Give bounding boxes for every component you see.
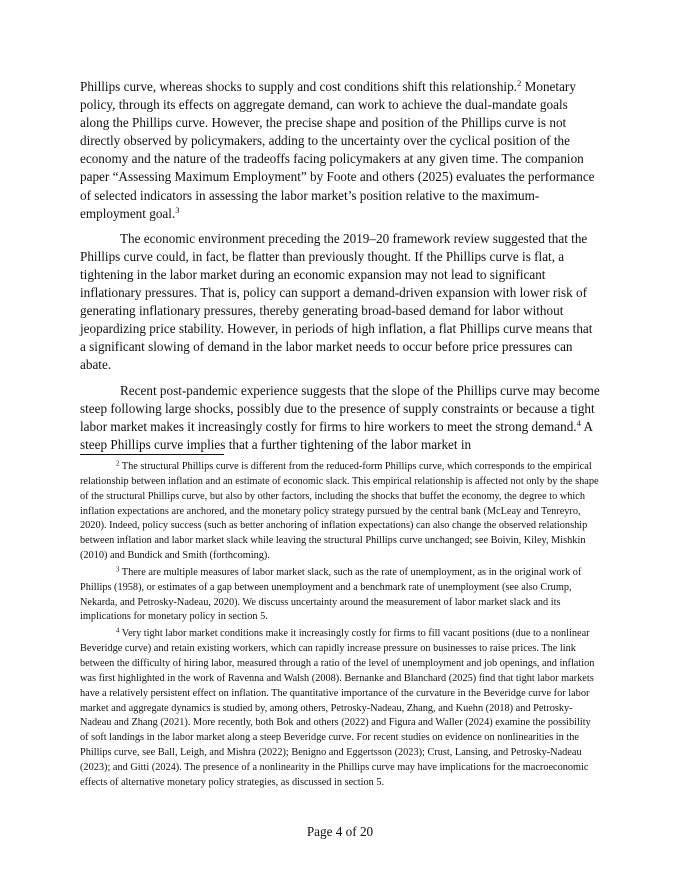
footnote-2: $^2$ The structural Phillips curve is different from the reduced-form Phillips curve, which corresponds to the empirical relationship between inflation and an estimate of economic slack. This empirical relationship is affected not only by the shape of the structural Phillips curve, but also by other factors, including the shocks that buffet the economy, the degree to which inflation expectations are anchored, and the monetary policy strategy pursued by the central bank (McLeay and Tenreyro, 2020). Indeed, policy success (such as better anchoring of inflation expectations) can also change the observed relationship between inflation and labor market slack while leaving the structural Phillips curve unchanged; see Boivin, Kiley, Mishkin (2010) and Bundick and Smith (forthcoming). bbox=[80, 460, 599, 562]
footnote-3: $^3$ There are multiple measures of labor market slack, such as the rate of unemployment, as in the original work of Phillips (1958), or estimates of a gap between unemployment and a benchmark rate of unemployment (see also Crump, Nekarda, and Petrosky-Nadeau, 2020). We discuss uncertainty around the measurement of labor market slack and its implications for monetary policy in section 5. bbox=[80, 566, 582, 623]
footnote-number: 3 bbox=[116, 566, 120, 574]
footnote-ref-3[interactable]: 3 bbox=[175, 204, 180, 215]
paragraph-3: Recent post-pandemic experience suggests that the slope of the Phillips curve may become steep following large shocks, possibly due to the presence of supply constraints or because a tight labor market makes it increasingly costly for firms to hire workers to meet the strong demand.$^4$ A steep Phillips curve implies that a further tightening of the labor market in bbox=[80, 382, 600, 452]
footnote-4: $^4$ Very tight labor market conditions make it increasingly costly for firms to fill vacant positions (due to a nonlinear Beveridge curve) and retain existing workers, which can rapidly increase pressure on businesses to raise prices. The link between the difficulty of hiring labor, measured through a ratio of the level of unemployment and job openings, and inflation was first highlighted in the work of Ravenna and Walsh (2008). Bernanke and Blanchard (2025) find that tight labor markets have a relatively persistent effect on inflation. The quantitative importance of the curvature in the Beveridge curve for labor market and aggregate dynamics is studied by, among others, Petrosky-Nadeau, Zhang, and Kuehn (2018) and Petrosky-Nadeau and Zhang (2021). More recently, both Bok and others (2022) and Figura and Waller (2024) examine the possibility of soft landings in the labor market along a steep Beveridge curve. For recent studies on evidence on nonlinearities in the Phillips curve, see Ball, Leigh, and Mishra (2022); Benigno and Eggertsson (2023); Crust, Lansing, and Petrosky-Nadeau (2023); and Gitti (2024). The presence of a nonlinearity in the Phillips curve may have implications for the macroeconomic effects of alternative monetary policy strategies, as discussed in section 5. bbox=[80, 627, 595, 788]
paragraph-1: Phillips curve, whereas shocks to supply and cost conditions shift this relationship.$^2$ Monetary policy, through its effects on aggregate demand, can work to achieve the dual-mandate goals along the Phillips curve. However, the precise shape and position of the Phillips curve is not directly observed by policymakers, adding to the uncertainty over the cyclical position of the economy and the nature of the tradeoffs facing policymakers at any given time. The companion paper “Assessing Maximum Employment” by Foote and others (2025) evaluates the performance of selected indicators in assessing the labor market’s position relative to the maximum-employment goal.$^3$ bbox=[80, 78, 595, 221]
footnote-ref-2[interactable]: 2 bbox=[516, 78, 522, 89]
main-text bbox=[80, 78, 600, 461]
footnote-number: 2 bbox=[116, 460, 120, 468]
footnotes bbox=[80, 460, 600, 793]
page-number: Page 4 of 20 bbox=[306, 824, 374, 839]
footnote-separator bbox=[80, 454, 224, 455]
footnote-ref-4[interactable]: 4 bbox=[576, 417, 581, 428]
paragraph-2: The economic environment preceding the 2019–20 framework review suggested that the Phillips curve could, in fact, be flatter than previously thought. If the Phillips curve is flat, a tightening in the labor market during an economic expansion may not lead to significant inflationary pressures. That is, policy can support a demand-driven expansion with lower risk of generating inflationary pressures, thereby generating broad-based demand for labor without jeopardizing price stability. However, in periods of high inflation, a flat Phillips curve means that a significant slowing of demand in the labor market needs to occur before price pressures can abate. bbox=[80, 230, 593, 373]
footnote-number: 4 bbox=[116, 627, 120, 635]
